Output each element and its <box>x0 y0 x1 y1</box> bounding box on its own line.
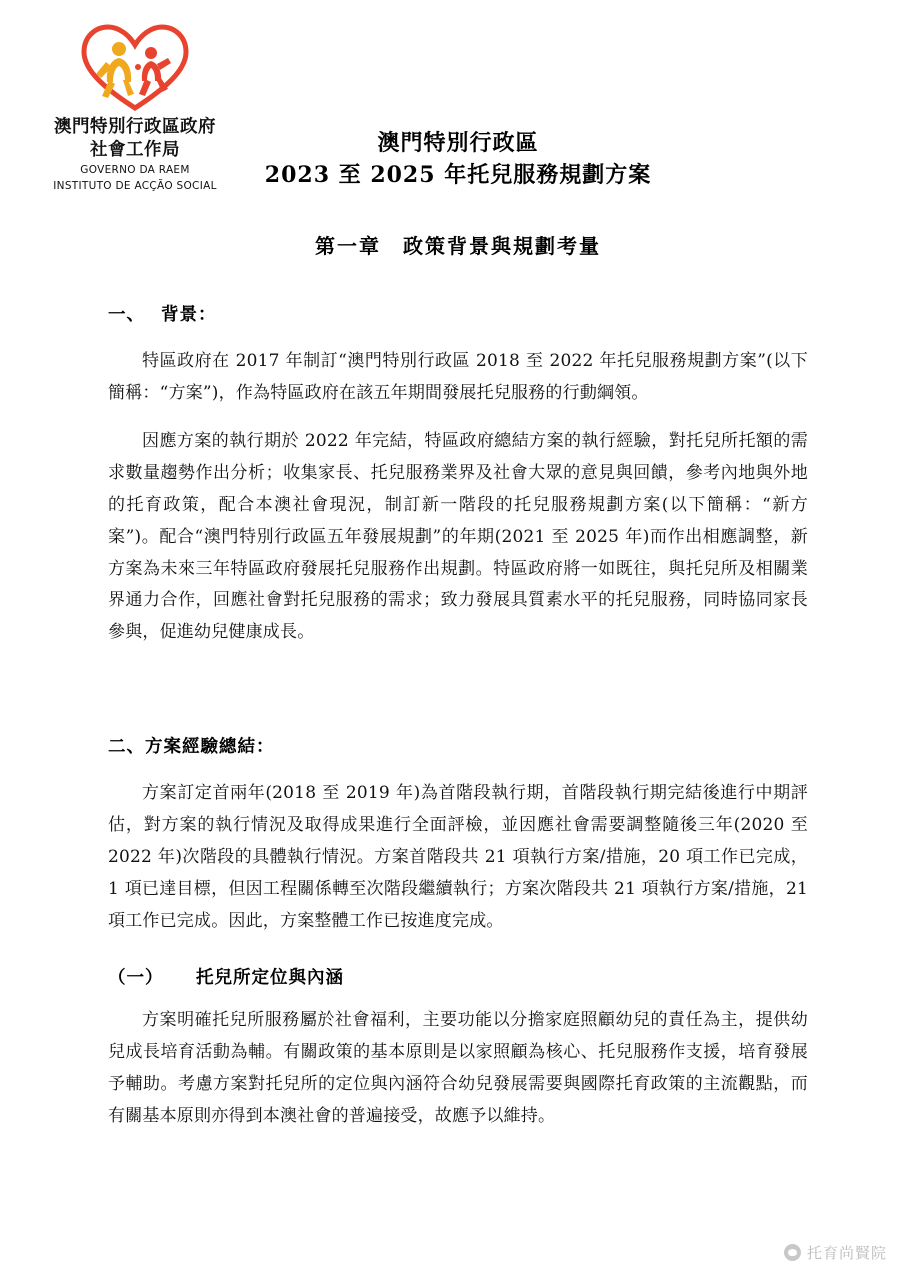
section-heading-2 <box>108 733 808 758</box>
subsection-heading <box>108 964 808 989</box>
watermark <box>784 1242 887 1263</box>
title-line-2: 2023 至 2025 年托兒服務規劃方案 <box>264 161 652 188</box>
paragraph: 方案訂定首兩年(2018 至 2019 年)為首階段執行期，首階段執行期完結後進行中期評估，對方案的執行情況及取得成果進行全面評檢，並因應社會需要調整隨後三年(2020 至 2022 年)次階段的具體執行情況。方案首階段共 21 項執行方案/措施，20 項工作已完成，1 項已達目標，但因工程關係轉至次階段繼續執行；方案次階段共 21 項執行方案/措施，21 項工作已完成。因此，方案整體工作已按進度完成。 <box>108 783 808 932</box>
weibo-icon <box>784 1244 801 1261</box>
org-name-cn-line1: 澳門特別行政區政府 <box>54 117 216 137</box>
paragraph: 方案明確托兒所服務屬於社會福利，主要功能以分擔家庭照顧幼兒的責任為主，提供幼兒成長培育活動為輔。有關政策的基本原則是以家照顧為核心、托兒服務作支援，培育發展予輔助。考慮方案對托兒所的定位與內涵符合幼兒發展需要與國際托育政策的主流觀點，而有關基本原則亦得到本澳社會的普遍接受，故應予以維持。 <box>108 1010 808 1126</box>
section-1-label: 背景： <box>161 304 217 325</box>
document-title <box>108 128 808 192</box>
section-1-number: 一、 <box>108 304 145 325</box>
section-2-label: 方案經驗總結： <box>145 737 275 758</box>
title-line-1: 澳門特別行政區 <box>377 130 539 156</box>
document-body <box>108 0 808 1133</box>
org-name-cn-line2: 社會工作局 <box>90 140 180 161</box>
section-2-number: 二、 <box>108 737 145 758</box>
org-name-pt-line1: GOVERNO DA RAEM <box>80 164 190 177</box>
watermark-text: 托育尚賢院 <box>806 1244 887 1262</box>
chapter-heading: 第一章 政策背景與規劃考量 <box>315 233 601 258</box>
subsection-number: （一） <box>108 968 164 989</box>
paragraph: 特區政府在 2017 年制訂“澳門特別行政區 2018 至 2022 年托兒服務規劃方案”(以下簡稱：“方案”)，作為特區政府在該五年期間發展托兒服務的行動綱領。 <box>108 350 808 403</box>
section-heading-1 <box>108 301 808 326</box>
org-name-pt-line2: INSTITUTO DE ACÇÃO SOCIAL <box>53 180 217 193</box>
subsection-title: 托兒所定位與內涵 <box>196 968 344 989</box>
section-spacer <box>108 649 808 693</box>
paragraph: 因應方案的執行期於 2022 年完結，特區政府總結方案的執行經驗，對托兒所托額的需求數量趨勢作出分析；收集家長、托兒服務業界及社會大眾的意見與回饋，參考內地與外地的托育政策，配合本澳社會現況，制訂新一階段的托兒服務規劃方案(以下簡稱：“新方案”)。配合“澳門特別行政區五年發展規劃”的年期(2021 至 2025 年)而作出相應調整，新方案為未來三年特區政府發展托兒服務作出規劃。特區政府將一如既往，與托兒所及相關業界通力合作，回應社會對托兒服務的需求；致力發展具質素水平的托兒服務，同時協同家長參與，促進幼兒健康成長。 <box>108 430 808 643</box>
